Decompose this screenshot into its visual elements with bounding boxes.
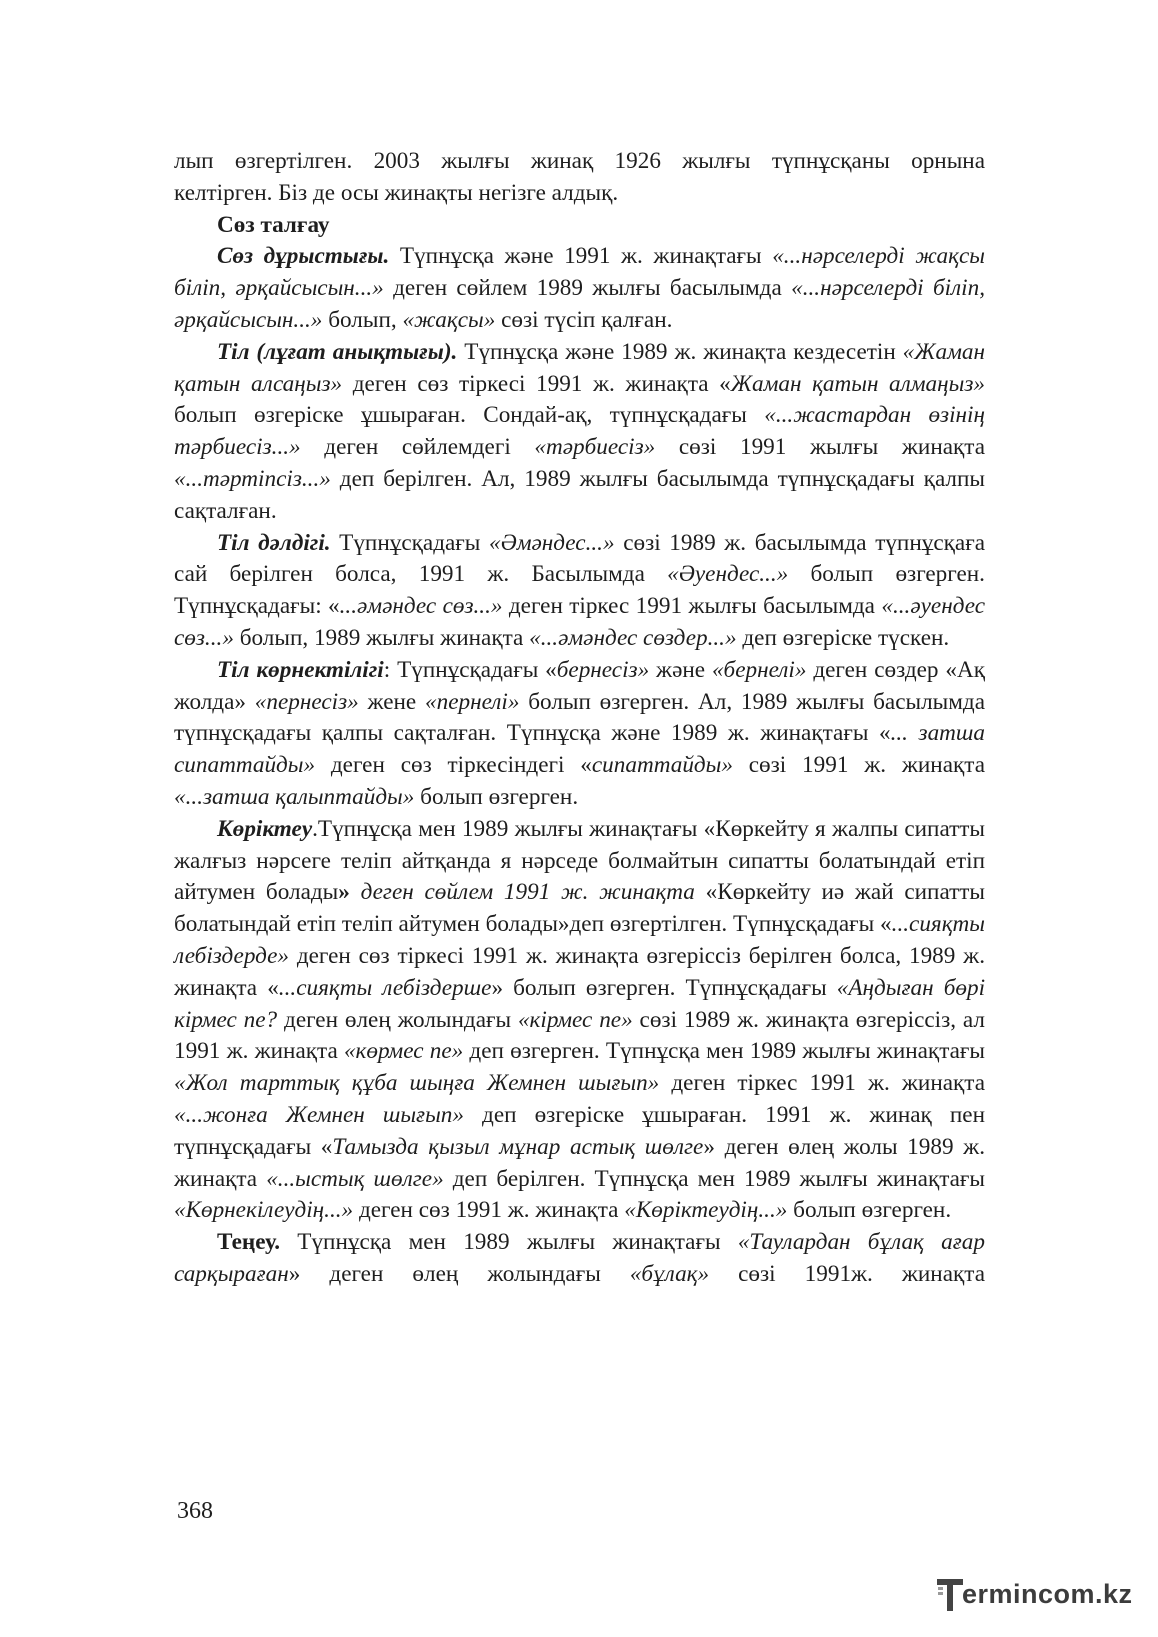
page-number: 368 bbox=[177, 1498, 213, 1524]
section-heading: Сөз талғау bbox=[217, 211, 330, 238]
paragraph-koriktey: Көріктеу.Түпнұсқа мен 1989 жылғы жинақтағы «Көркейту я жалпы сипатты жалғыз нәрсеге теліп айтқанда я нәрседе болмайтын сипатты болатындай етіп айтумен болады» деген сөйлем 1991 ж. жинақта «Көркейту иә жай сипатты болатындай етіп теліп айтумен болады»деп өзгертілген. Түпнұсқадағы «...сияқты лебіздерде» деген сөз тіркесі 1991 ж. жинақта өзгеріссіз берілген болса, 1989 ж. жинақта «...сияқты лебіздерше» болып өзгерген. Түпнұсқадағы «Аңдыған бөрі кірмес пе? деген өлең жолындағы «кірмес пе» сөзі 1989 ж. жинақта өзгеріссіз, ал 1991 ж. жинақта «көрмес пе» деп өзгерген. Түпнұсқа мен 1989 жылғы жинақтағы «Жол тарттық құба шыңға Жемнен шығып» деген тіркес 1991 ж. жинақта «...жонға Жемнен шығып» деп өзгеріске ұшыраған. 1991 ж. жинақ пен түпнұсқадағы «Тамызда қызыл мұнар астық шөлге» деген өлең жолы 1989 ж. жинақта «...ыстық шөлге» деп берілген. Түпнұсқа мен 1989 жылғы жинақтағы «Көрнекілеудің...» деген сөз 1991 ж. жинақта «Көріктеудің...» болып өзгерген. bbox=[174, 815, 986, 1224]
paragraph-continuation: лып өзгертілген. 2003 жылғы жинақ 1926 жылғы түпнұсқаны орнына bbox=[174, 148, 985, 174]
paragraph-tenew: Теңеу. Түпнұсқа мен 1989 жылғы жинақтағы «Таулардан бұлақ ағар сарқыраған» деген өлең жолындағы «бұлақ» сөзі 1991ж. жинақта bbox=[174, 1229, 985, 1287]
term-title: Теңеу. bbox=[217, 1229, 281, 1256]
paragraph-til-daldigi: Тіл дәлдігі. Түпнұсқадағы «Әмәндес...» сөзі 1989 ж. басылымда түпнұсқаға сай берілген болса, 1991 ж. Басылымда «Әуендес...» болып өзгерген. Түпнұсқадағы: «...әмәндес сөз...» деген тіркес 1991 жылғы басылымда «...әуендес сөз...» болып, 1989 жылғы жинақта «...әмәндес сөздер...» деп өзгеріске түскен. bbox=[174, 529, 985, 651]
page-body bbox=[174, 146, 985, 1291]
paragraph-til-kornektiligi: Тіл көрнектілігі: Түпнұсқадағы «бернесіз» және «бернелі» деген сөздер «Ақ жолда» «пернесіз» жене «пернелі» болып өзгерген. Ал, 1989 жылғы басылымда түпнұсқадағы қалпы сақталған. Түпнұсқа және 1989 ж. жинақтағы «... затша сипаттайды» деген сөз тіркесіндегі «сипаттайды» сөзі 1991 ж. жинақта «...затша қалыптайды» болып өзгерген. bbox=[174, 656, 986, 810]
watermark-text: ermincom.kz bbox=[962, 1579, 1133, 1609]
term-title: Тіл (лұғат анықтығы). bbox=[217, 338, 458, 365]
term-title: Сөз дұрыстығы. bbox=[217, 243, 390, 270]
term-title: Тіл көрнектілігі bbox=[217, 656, 384, 683]
termincom-logo-icon bbox=[936, 1577, 964, 1613]
paragraph-til-lugat: Тіл (лұғат анықтығы). Түпнұсқа және 1989 ж. жинақта кездесетін «Жаман қатын алсаңыз» деген сөз тіркесі 1991 ж. жинақта «Жаман қатын алмаңыз» болып өзгеріске ұшыраған. Сондай-ақ, түпнұсқадағы «...жастардан өзінің тәрбиесіз...» деген сөйлемдегі «тәрбиесіз» сөзі 1991 жылғы жинақта «...тәртіпсіз...» деп берілген. Ал, 1989 жылғы басылымда түпнұсқадағы қалпы сақталған. bbox=[174, 338, 986, 524]
watermark bbox=[936, 1573, 1146, 1617]
paragraph-continuation-end: келтірген. Біз де осы жинақты негізге алдық. bbox=[174, 179, 619, 206]
paragraph-soz-durystygy: Сөз дұрыстығы. Түпнұсқа және 1991 ж. жинақтағы «...нәрселерді жақсы біліп, әрқайсысын...» деген сөйлем 1989 жылғы басылымда «...нәрселерді біліп, әрқайсысын...» болып, «жақсы» сөзі түсіп қалған. bbox=[174, 243, 985, 333]
term-title: Тіл дәлдігі. bbox=[217, 529, 331, 556]
term-title: Көріктеу bbox=[217, 815, 313, 842]
